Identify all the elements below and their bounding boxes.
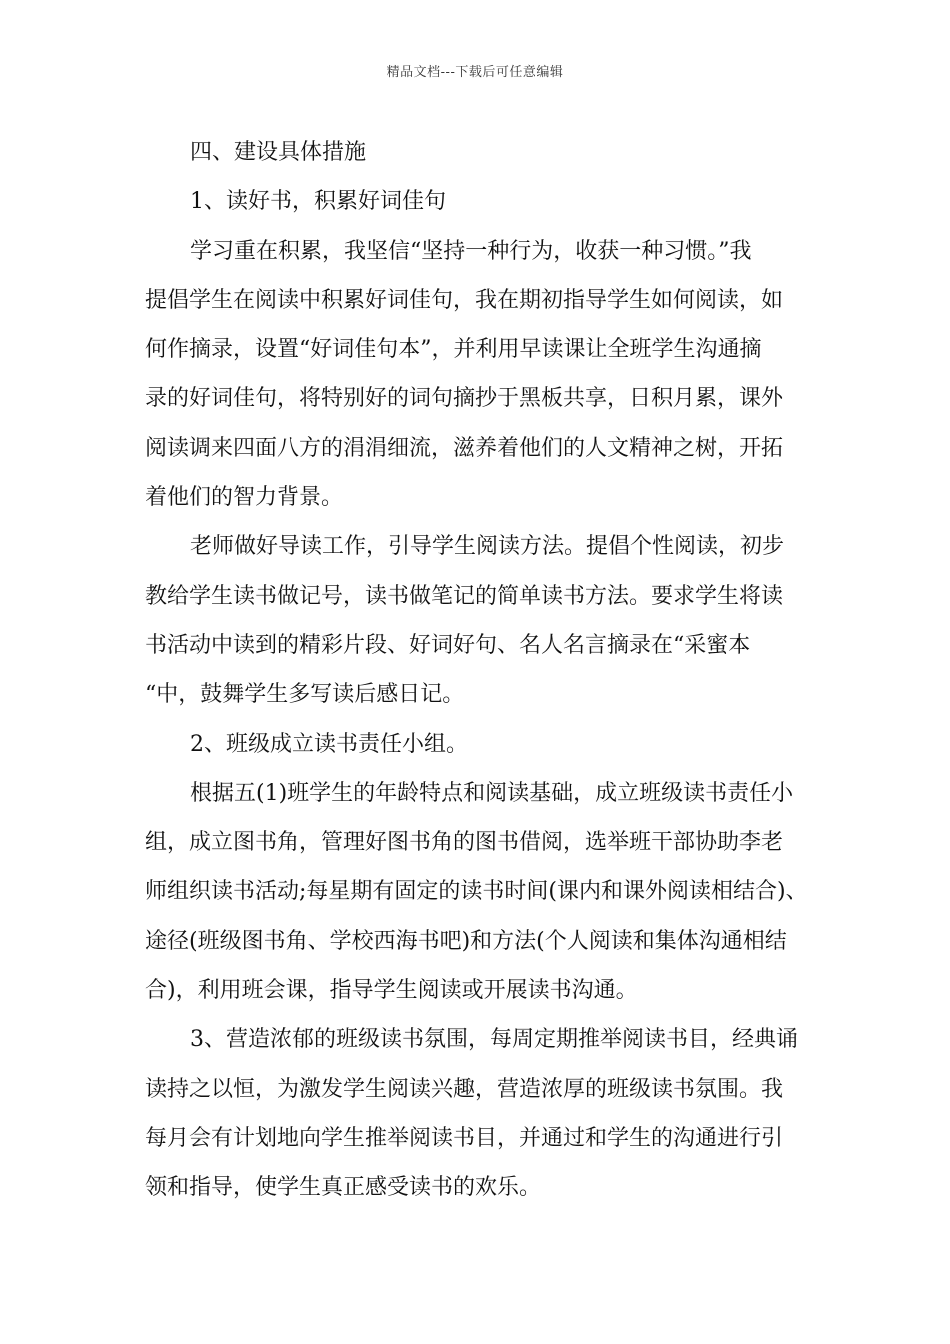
paragraph-line: 3、营造浓郁的班级读书氛围，每周定期推举阅读书目，经典诵 (190, 1027, 798, 1053)
paragraph-line: 组，成立图书角，管理好图书角的图书借阅，选举班干部协助李老 (145, 830, 784, 856)
subsection-heading: 1、读好书，积累好词佳句 (190, 189, 446, 215)
paragraph-line: 阅读调来四面八方的涓涓细流，滋养着他们的人文精神之树，开拓 (145, 435, 784, 461)
subsection-heading: 2、班级成立读书责任小组。 (190, 731, 468, 757)
document-body (145, 128, 815, 1213)
section-heading: 四、建设具体措施 (190, 140, 367, 165)
paragraph-line: 何作摘录，设置“好词佳句本”，并利用早读课让全班学生沟通摘 (145, 337, 762, 363)
paragraph-line: 每月会有计划地向学生推举阅读书目，并通过和学生的沟通进行引 (145, 1125, 784, 1151)
paragraph-line: 着他们的智力背景。 (145, 485, 344, 511)
paragraph-line: 提倡学生在阅读中积累好词佳句，我在期初指导学生如何阅读，如 (145, 287, 784, 313)
paragraph-line: 读持之以恒，为激发学生阅读兴趣，营造浓厚的班级读书氛围。我 (145, 1076, 784, 1102)
paragraph-line: 途径(班级图书角、学校西海书吧)和方法(个人阅读和集体沟通相结 (145, 928, 787, 954)
paragraph-line: 根据五(1)班学生的年龄特点和阅读基础，成立班级读书责任小 (190, 780, 794, 806)
page-header: 精品文档---下载后可任意编辑 (386, 65, 564, 80)
paragraph-line: 领和指导，使学生真正感受读书的欢乐。 (145, 1175, 542, 1201)
paragraph-line: 教给学生读书做记号，读书做笔记的简单读书方法。要求学生将读 (145, 583, 784, 609)
paragraph-line: 录的好词佳句，将特别好的词句摘抄于黑板共享，日积月累，课外 (145, 386, 784, 412)
paragraph-line: 合)，利用班会课，指导学生阅读或开展读书沟通。 (145, 978, 638, 1004)
paragraph-line: “中，鼓舞学生多写读后感日记。 (145, 682, 465, 708)
paragraph-line: 学习重在积累，我坚信“坚持一种行为，收获一种习惯。”我 (190, 238, 752, 264)
paragraph-line: 书活动中读到的精彩片段、好词好句、名人名言摘录在“采蜜本 (145, 632, 751, 658)
paragraph-line: 师组织读书活动;每星期有固定的读书时间(课内和课外阅读相结合)、 (145, 879, 808, 905)
paragraph-line: 老师做好导读工作，引导学生阅读方法。提倡个性阅读，初步 (190, 534, 785, 560)
